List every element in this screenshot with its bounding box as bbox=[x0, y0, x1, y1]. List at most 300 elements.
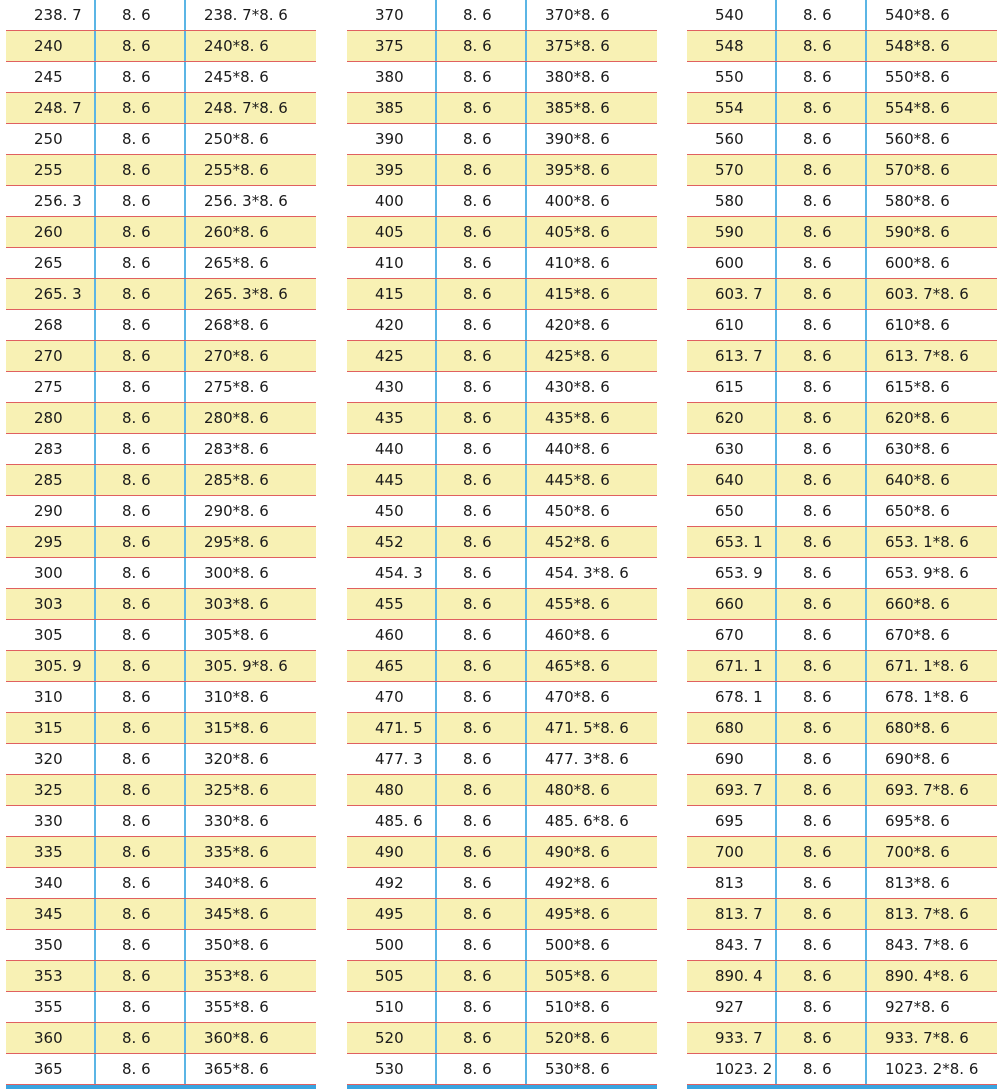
size-value-cell: 505 bbox=[375, 967, 404, 985]
thickness-cell: 8. 6 bbox=[435, 62, 527, 92]
size-value-cell: 375 bbox=[375, 37, 404, 55]
table-row bbox=[6, 31, 316, 62]
size-value-cell: 500 bbox=[375, 936, 404, 954]
thickness-cell: 8. 6 bbox=[775, 620, 867, 650]
thickness-cell: 8. 6 bbox=[94, 0, 186, 30]
size-value-cell: 305. 9 bbox=[34, 657, 82, 675]
spec-cell: 927*8. 6 bbox=[885, 998, 950, 1016]
table-row bbox=[347, 496, 657, 527]
size-value-cell: 693. 7 bbox=[715, 781, 763, 799]
table-row bbox=[347, 837, 657, 868]
size-value-cell: 303 bbox=[34, 595, 63, 613]
table-row bbox=[687, 527, 997, 558]
size-value-cell: 520 bbox=[375, 1029, 404, 1047]
spec-cell: 240*8. 6 bbox=[204, 37, 269, 55]
thickness-cell: 8. 6 bbox=[775, 961, 867, 991]
size-value-cell: 415 bbox=[375, 285, 404, 303]
spec-cell: 445*8. 6 bbox=[545, 471, 610, 489]
thickness-cell: 8. 6 bbox=[94, 248, 186, 278]
size-value-cell: 425 bbox=[375, 347, 404, 365]
size-value-cell: 455 bbox=[375, 595, 404, 613]
thickness-cell: 8. 6 bbox=[94, 372, 186, 402]
table-row bbox=[347, 806, 657, 837]
table-row bbox=[347, 248, 657, 279]
table-row bbox=[687, 899, 997, 930]
thickness-cell: 8. 6 bbox=[435, 465, 527, 495]
table-row bbox=[347, 868, 657, 899]
size-value-cell: 445 bbox=[375, 471, 404, 489]
size-value-cell: 477. 3 bbox=[375, 750, 423, 768]
thickness-cell: 8. 6 bbox=[94, 403, 186, 433]
size-value-cell: 365 bbox=[34, 1060, 63, 1078]
size-value-cell: 283 bbox=[34, 440, 63, 458]
spec-cell: 550*8. 6 bbox=[885, 68, 950, 86]
size-value-cell: 450 bbox=[375, 502, 404, 520]
table-row bbox=[6, 279, 316, 310]
spec-cell: 248. 7*8. 6 bbox=[204, 99, 288, 117]
size-value-cell: 440 bbox=[375, 440, 404, 458]
thickness-cell: 8. 6 bbox=[435, 744, 527, 774]
table-row bbox=[687, 837, 997, 868]
size-value-cell: 256. 3 bbox=[34, 192, 82, 210]
thickness-cell: 8. 6 bbox=[435, 527, 527, 557]
thickness-cell: 8. 6 bbox=[435, 651, 527, 681]
spec-cell: 460*8. 6 bbox=[545, 626, 610, 644]
spec-cell: 285*8. 6 bbox=[204, 471, 269, 489]
table-row bbox=[687, 682, 997, 713]
thickness-cell: 8. 6 bbox=[94, 620, 186, 650]
thickness-cell: 8. 6 bbox=[435, 124, 527, 154]
table-row bbox=[347, 434, 657, 465]
size-value-cell: 615 bbox=[715, 378, 744, 396]
size-table-2 bbox=[347, 0, 657, 1089]
thickness-cell: 8. 6 bbox=[94, 961, 186, 991]
table-row bbox=[347, 1023, 657, 1054]
table-row bbox=[347, 341, 657, 372]
table-row bbox=[347, 62, 657, 93]
spec-cell: 485. 6*8. 6 bbox=[545, 812, 629, 830]
size-value-cell: 248. 7 bbox=[34, 99, 82, 117]
spec-cell: 590*8. 6 bbox=[885, 223, 950, 241]
table-row bbox=[347, 558, 657, 589]
spec-cell: 465*8. 6 bbox=[545, 657, 610, 675]
spec-cell: 375*8. 6 bbox=[545, 37, 610, 55]
table-row bbox=[347, 744, 657, 775]
spec-cell: 470*8. 6 bbox=[545, 688, 610, 706]
spec-cell: 350*8. 6 bbox=[204, 936, 269, 954]
size-value-cell: 610 bbox=[715, 316, 744, 334]
thickness-cell: 8. 6 bbox=[775, 992, 867, 1022]
spec-cell: 680*8. 6 bbox=[885, 719, 950, 737]
spec-cell: 540*8. 6 bbox=[885, 6, 950, 24]
table-row bbox=[6, 1023, 316, 1054]
thickness-cell: 8. 6 bbox=[94, 558, 186, 588]
spec-cell: 315*8. 6 bbox=[204, 719, 269, 737]
thickness-cell: 8. 6 bbox=[94, 713, 186, 743]
spec-cell: 410*8. 6 bbox=[545, 254, 610, 272]
size-value-cell: 700 bbox=[715, 843, 744, 861]
table-row bbox=[347, 186, 657, 217]
thickness-cell: 8. 6 bbox=[435, 806, 527, 836]
spec-cell: 430*8. 6 bbox=[545, 378, 610, 396]
spec-cell: 310*8. 6 bbox=[204, 688, 269, 706]
thickness-cell: 8. 6 bbox=[775, 899, 867, 929]
size-table-3 bbox=[687, 0, 997, 1089]
table-row bbox=[347, 682, 657, 713]
size-value-cell: 660 bbox=[715, 595, 744, 613]
size-value-cell: 630 bbox=[715, 440, 744, 458]
size-value-cell: 678. 1 bbox=[715, 688, 763, 706]
table-row bbox=[687, 589, 997, 620]
thickness-cell: 8. 6 bbox=[435, 248, 527, 278]
size-value-cell: 275 bbox=[34, 378, 63, 396]
size-value-cell: 360 bbox=[34, 1029, 63, 1047]
thickness-cell: 8. 6 bbox=[94, 527, 186, 557]
table-row bbox=[687, 341, 997, 372]
thickness-cell: 8. 6 bbox=[435, 1023, 527, 1053]
spec-cell: 650*8. 6 bbox=[885, 502, 950, 520]
spec-cell: 615*8. 6 bbox=[885, 378, 950, 396]
thickness-cell: 8. 6 bbox=[435, 775, 527, 805]
size-value-cell: 370 bbox=[375, 6, 404, 24]
spec-cell: 255*8. 6 bbox=[204, 161, 269, 179]
size-value-cell: 405 bbox=[375, 223, 404, 241]
thickness-cell: 8. 6 bbox=[94, 899, 186, 929]
table-row bbox=[6, 558, 316, 589]
thickness-cell: 8. 6 bbox=[435, 620, 527, 650]
table-row bbox=[687, 930, 997, 961]
size-value-cell: 680 bbox=[715, 719, 744, 737]
table-row bbox=[6, 837, 316, 868]
size-table-1 bbox=[6, 0, 316, 1089]
spec-cell: 1023. 2*8. 6 bbox=[885, 1060, 979, 1078]
thickness-cell: 8. 6 bbox=[435, 558, 527, 588]
thickness-cell: 8. 6 bbox=[435, 899, 527, 929]
table-row bbox=[6, 899, 316, 930]
table-row bbox=[6, 124, 316, 155]
thickness-cell: 8. 6 bbox=[775, 279, 867, 309]
size-value-cell: 603. 7 bbox=[715, 285, 763, 303]
size-value-cell: 490 bbox=[375, 843, 404, 861]
thickness-cell: 8. 6 bbox=[775, 744, 867, 774]
spec-cell: 454. 3*8. 6 bbox=[545, 564, 629, 582]
thickness-cell: 8. 6 bbox=[775, 465, 867, 495]
spec-cell: 500*8. 6 bbox=[545, 936, 610, 954]
thickness-cell: 8. 6 bbox=[775, 124, 867, 154]
size-value-cell: 410 bbox=[375, 254, 404, 272]
size-value-cell: 380 bbox=[375, 68, 404, 86]
thickness-cell: 8. 6 bbox=[435, 930, 527, 960]
thickness-cell: 8. 6 bbox=[775, 527, 867, 557]
spec-cell: 471. 5*8. 6 bbox=[545, 719, 629, 737]
thickness-cell: 8. 6 bbox=[94, 744, 186, 774]
size-value-cell: 485. 6 bbox=[375, 812, 423, 830]
size-value-cell: 265 bbox=[34, 254, 63, 272]
spec-cell: 530*8. 6 bbox=[545, 1060, 610, 1078]
size-value-cell: 335 bbox=[34, 843, 63, 861]
spec-cell: 260*8. 6 bbox=[204, 223, 269, 241]
spec-cell: 435*8. 6 bbox=[545, 409, 610, 427]
spec-cell: 613. 7*8. 6 bbox=[885, 347, 969, 365]
spec-cell: 671. 1*8. 6 bbox=[885, 657, 969, 675]
size-value-cell: 350 bbox=[34, 936, 63, 954]
thickness-cell: 8. 6 bbox=[94, 775, 186, 805]
thickness-cell: 8. 6 bbox=[435, 93, 527, 123]
thickness-cell: 8. 6 bbox=[775, 62, 867, 92]
size-value-cell: 238. 7 bbox=[34, 6, 82, 24]
table-row bbox=[687, 248, 997, 279]
size-value-cell: 330 bbox=[34, 812, 63, 830]
table-row bbox=[6, 930, 316, 961]
size-value-cell: 600 bbox=[715, 254, 744, 272]
table-row bbox=[687, 992, 997, 1023]
size-value-cell: 454. 3 bbox=[375, 564, 423, 582]
table-row bbox=[687, 310, 997, 341]
spec-cell: 890. 4*8. 6 bbox=[885, 967, 969, 985]
size-value-cell: 613. 7 bbox=[715, 347, 763, 365]
size-value-cell: 250 bbox=[34, 130, 63, 148]
table-row bbox=[6, 744, 316, 775]
spec-cell: 268*8. 6 bbox=[204, 316, 269, 334]
table-row bbox=[687, 93, 997, 124]
spec-cell: 630*8. 6 bbox=[885, 440, 950, 458]
table-row bbox=[347, 775, 657, 806]
table-row bbox=[687, 434, 997, 465]
thickness-cell: 8. 6 bbox=[94, 868, 186, 898]
spec-cell: 245*8. 6 bbox=[204, 68, 269, 86]
table-row bbox=[687, 806, 997, 837]
size-value-cell: 290 bbox=[34, 502, 63, 520]
table-row bbox=[6, 465, 316, 496]
thickness-cell: 8. 6 bbox=[94, 341, 186, 371]
thickness-cell: 8. 6 bbox=[94, 217, 186, 247]
table-row bbox=[687, 0, 997, 31]
table-row bbox=[687, 62, 997, 93]
table-row bbox=[6, 868, 316, 899]
size-value-cell: 590 bbox=[715, 223, 744, 241]
thickness-cell: 8. 6 bbox=[435, 1054, 527, 1084]
size-value-cell: 390 bbox=[375, 130, 404, 148]
spec-cell: 365*8. 6 bbox=[204, 1060, 269, 1078]
size-value-cell: 400 bbox=[375, 192, 404, 210]
thickness-cell: 8. 6 bbox=[94, 62, 186, 92]
table-row bbox=[347, 31, 657, 62]
thickness-cell: 8. 6 bbox=[775, 806, 867, 836]
table-row bbox=[347, 527, 657, 558]
thickness-cell: 8. 6 bbox=[94, 806, 186, 836]
thickness-cell: 8. 6 bbox=[435, 992, 527, 1022]
table-row bbox=[687, 403, 997, 434]
table-row bbox=[687, 713, 997, 744]
size-value-cell: 245 bbox=[34, 68, 63, 86]
spec-cell: 603. 7*8. 6 bbox=[885, 285, 969, 303]
spec-cell: 452*8. 6 bbox=[545, 533, 610, 551]
thickness-cell: 8. 6 bbox=[435, 186, 527, 216]
table-row bbox=[6, 310, 316, 341]
spec-cell: 492*8. 6 bbox=[545, 874, 610, 892]
thickness-cell: 8. 6 bbox=[94, 496, 186, 526]
thickness-cell: 8. 6 bbox=[94, 186, 186, 216]
table-row bbox=[687, 1054, 997, 1085]
size-value-cell: 260 bbox=[34, 223, 63, 241]
thickness-cell: 8. 6 bbox=[775, 682, 867, 712]
table-row bbox=[687, 31, 997, 62]
table-row bbox=[347, 0, 657, 31]
table-row bbox=[347, 372, 657, 403]
table-row bbox=[347, 310, 657, 341]
spec-cell: 283*8. 6 bbox=[204, 440, 269, 458]
spec-cell: 548*8. 6 bbox=[885, 37, 950, 55]
spec-cell: 238. 7*8. 6 bbox=[204, 6, 288, 24]
table-row bbox=[6, 806, 316, 837]
table-row bbox=[6, 961, 316, 992]
table-row bbox=[6, 186, 316, 217]
spec-cell: 250*8. 6 bbox=[204, 130, 269, 148]
size-value-cell: 420 bbox=[375, 316, 404, 334]
thickness-cell: 8. 6 bbox=[94, 837, 186, 867]
thickness-cell: 8. 6 bbox=[94, 434, 186, 464]
table-row bbox=[6, 992, 316, 1023]
spec-cell: 610*8. 6 bbox=[885, 316, 950, 334]
table-row bbox=[687, 744, 997, 775]
spec-cell: 495*8. 6 bbox=[545, 905, 610, 923]
table-row bbox=[6, 372, 316, 403]
table-row bbox=[347, 155, 657, 186]
table-row bbox=[6, 248, 316, 279]
thickness-cell: 8. 6 bbox=[435, 403, 527, 433]
thickness-cell: 8. 6 bbox=[775, 31, 867, 61]
size-value-cell: 255 bbox=[34, 161, 63, 179]
spec-cell: 813*8. 6 bbox=[885, 874, 950, 892]
table-row bbox=[6, 403, 316, 434]
size-value-cell: 295 bbox=[34, 533, 63, 551]
table-row bbox=[687, 186, 997, 217]
size-value-cell: 315 bbox=[34, 719, 63, 737]
table-row bbox=[687, 217, 997, 248]
size-value-cell: 813. 7 bbox=[715, 905, 763, 923]
spec-cell: 678. 1*8. 6 bbox=[885, 688, 969, 706]
spec-cell: 390*8. 6 bbox=[545, 130, 610, 148]
table-row bbox=[347, 124, 657, 155]
spec-cell: 690*8. 6 bbox=[885, 750, 950, 768]
thickness-cell: 8. 6 bbox=[94, 93, 186, 123]
size-value-cell: 620 bbox=[715, 409, 744, 427]
size-value-cell: 471. 5 bbox=[375, 719, 423, 737]
table-row bbox=[347, 217, 657, 248]
spec-cell: 340*8. 6 bbox=[204, 874, 269, 892]
spec-cell: 400*8. 6 bbox=[545, 192, 610, 210]
size-value-cell: 320 bbox=[34, 750, 63, 768]
size-value-cell: 480 bbox=[375, 781, 404, 799]
size-value-cell: 560 bbox=[715, 130, 744, 148]
spec-cell: 450*8. 6 bbox=[545, 502, 610, 520]
spec-cell: 505*8. 6 bbox=[545, 967, 610, 985]
spec-cell: 554*8. 6 bbox=[885, 99, 950, 117]
size-value-cell: 495 bbox=[375, 905, 404, 923]
thickness-cell: 8. 6 bbox=[94, 682, 186, 712]
thickness-cell: 8. 6 bbox=[435, 961, 527, 991]
size-value-cell: 300 bbox=[34, 564, 63, 582]
size-value-cell: 470 bbox=[375, 688, 404, 706]
thickness-cell: 8. 6 bbox=[435, 434, 527, 464]
spec-cell: 353*8. 6 bbox=[204, 967, 269, 985]
spec-cell: 370*8. 6 bbox=[545, 6, 610, 24]
thickness-cell: 8. 6 bbox=[94, 31, 186, 61]
table-row bbox=[347, 930, 657, 961]
size-value-cell: 671. 1 bbox=[715, 657, 763, 675]
spec-cell: 640*8. 6 bbox=[885, 471, 950, 489]
spec-cell: 360*8. 6 bbox=[204, 1029, 269, 1047]
size-value-cell: 650 bbox=[715, 502, 744, 520]
table-row bbox=[6, 341, 316, 372]
size-value-cell: 813 bbox=[715, 874, 744, 892]
table-row bbox=[6, 217, 316, 248]
size-value-cell: 395 bbox=[375, 161, 404, 179]
thickness-cell: 8. 6 bbox=[94, 124, 186, 154]
table-row bbox=[687, 372, 997, 403]
thickness-cell: 8. 6 bbox=[94, 279, 186, 309]
thickness-cell: 8. 6 bbox=[775, 713, 867, 743]
table-row bbox=[6, 434, 316, 465]
size-value-cell: 690 bbox=[715, 750, 744, 768]
spec-cell: 660*8. 6 bbox=[885, 595, 950, 613]
table-row bbox=[6, 589, 316, 620]
spec-cell: 355*8. 6 bbox=[204, 998, 269, 1016]
size-value-cell: 435 bbox=[375, 409, 404, 427]
table-row bbox=[687, 124, 997, 155]
size-value-cell: 285 bbox=[34, 471, 63, 489]
spec-cell: 385*8. 6 bbox=[545, 99, 610, 117]
size-value-cell: 540 bbox=[715, 6, 744, 24]
thickness-cell: 8. 6 bbox=[775, 93, 867, 123]
table-row bbox=[687, 961, 997, 992]
table-row bbox=[6, 651, 316, 682]
table-row bbox=[6, 713, 316, 744]
thickness-cell: 8. 6 bbox=[435, 837, 527, 867]
size-value-cell: 550 bbox=[715, 68, 744, 86]
thickness-cell: 8. 6 bbox=[775, 310, 867, 340]
table-row bbox=[347, 589, 657, 620]
thickness-cell: 8. 6 bbox=[775, 403, 867, 433]
table-row bbox=[687, 465, 997, 496]
thickness-cell: 8. 6 bbox=[775, 372, 867, 402]
spec-cell: 405*8. 6 bbox=[545, 223, 610, 241]
thickness-cell: 8. 6 bbox=[435, 310, 527, 340]
spec-cell: 843. 7*8. 6 bbox=[885, 936, 969, 954]
size-value-cell: 280 bbox=[34, 409, 63, 427]
thickness-cell: 8. 6 bbox=[435, 372, 527, 402]
table-row bbox=[6, 62, 316, 93]
size-value-cell: 465 bbox=[375, 657, 404, 675]
size-value-cell: 653. 9 bbox=[715, 564, 763, 582]
spec-cell: 653. 1*8. 6 bbox=[885, 533, 969, 551]
thickness-cell: 8. 6 bbox=[435, 496, 527, 526]
thickness-cell: 8. 6 bbox=[775, 558, 867, 588]
spec-cell: 265*8. 6 bbox=[204, 254, 269, 272]
size-value-cell: 385 bbox=[375, 99, 404, 117]
spec-cell: 580*8. 6 bbox=[885, 192, 950, 210]
spec-cell: 620*8. 6 bbox=[885, 409, 950, 427]
thickness-cell: 8. 6 bbox=[435, 589, 527, 619]
spec-cell: 933. 7*8. 6 bbox=[885, 1029, 969, 1047]
thickness-cell: 8. 6 bbox=[775, 651, 867, 681]
thickness-cell: 8. 6 bbox=[775, 1054, 867, 1084]
size-value-cell: 653. 1 bbox=[715, 533, 763, 551]
size-value-cell: 270 bbox=[34, 347, 63, 365]
table-row bbox=[347, 403, 657, 434]
spec-cell: 510*8. 6 bbox=[545, 998, 610, 1016]
thickness-cell: 8. 6 bbox=[435, 155, 527, 185]
